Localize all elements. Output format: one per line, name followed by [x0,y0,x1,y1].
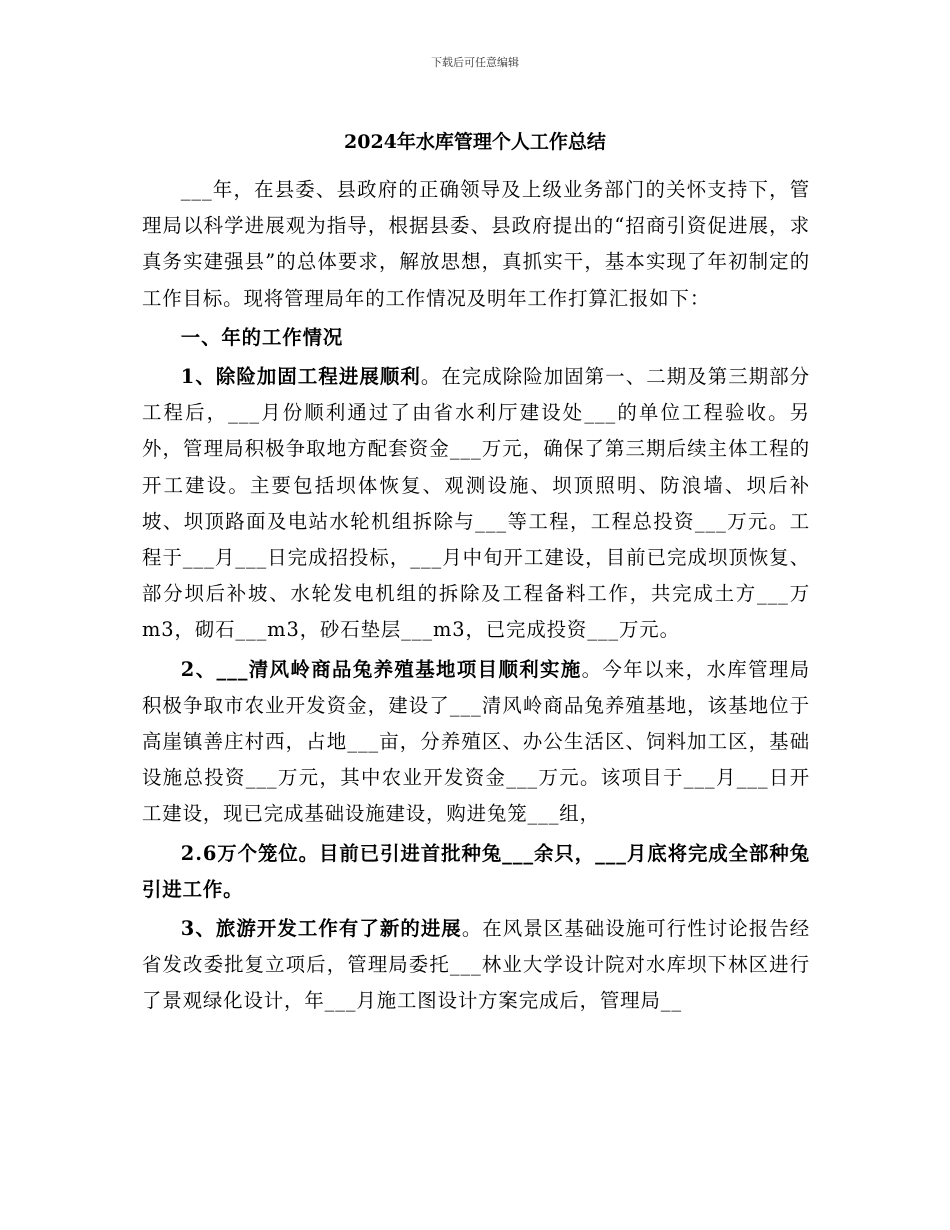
item-3-paragraph [142,911,810,1020]
item-1-text: 。在完成除险加固第一、二期及第三期部分工程后，___月份顺利通过了由省水利厅建设处___的单位工程验收。另外，管理局积极争取地方配套资金___万元，确保了第三期后续主体工程的开工建设。主要包括坝体恢复、观测设施、坝顶照明、防浪墙、坝后补坡、坝顶路面及电站水轮机组拆除与___等工程，工程总投资___万元。工程于___月___日完成招投标，___月中旬开工建设，目前已完成坝顶恢复、部分坝后补坡、水轮发电机组的拆除及工程备料工作，共完成土方___万m3，砌石___m3，砂石垫层___m3，已完成投资___万元。 [142,365,810,642]
document-title: 2024年水库管理个人工作总结 [344,131,606,153]
header-note: 下载后可任意编辑 [431,56,519,69]
item-1-lead: 1、除险加固工程进展顺利 [180,365,421,389]
item-1-paragraph [142,359,810,649]
item-2-lead: 2、___清风岭商品兔养殖基地项目顺利实施 [180,657,582,681]
item-2-continuation: 2.6万个笼位。目前已引进首批种兔___余只，___月底将完成全部种兔引进工作。 [142,841,810,901]
document-body [142,172,810,1020]
item-3-lead: 3、旅游开发工作有了新的进展 [180,917,462,941]
item-2-paragraph [142,652,810,833]
section-heading-1: 一、年的工作情况 [180,325,344,349]
item-3-text: 。在风景区基础设施可行性讨论报告经省发改委批复立项后，管理局委托___林业大学设计院对水库坝下林区进行了景观绿化设计，年___月施工图设计方案完成后，管理局__ [142,917,810,1013]
intro-paragraph: ___年，在县委、县政府的正确领导及上级业务部门的关怀支持下，管理局以科学进展观为指导，根据县委、县政府提出的“招商引资促进展，求真务实建强县”的总体要求，解放思想，真抓实干，基本实现了年初制定的工作目标。现将管理局年的工作情况及明年工作打算汇报如下： [142,178,810,310]
item-2-text: 。今年以来，水库管理局积极争取市农业开发资金，建设了___清风岭商品兔养殖基地，该基地位于高崖镇善庄村西，占地___亩，分养殖区、办公生活区、饲料加工区，基础设施总投资___万元，其中农业开发资金___万元。该项目于___月___日开工建设，现已完成基础设施建设，购进兔笼___组， [142,657,810,826]
